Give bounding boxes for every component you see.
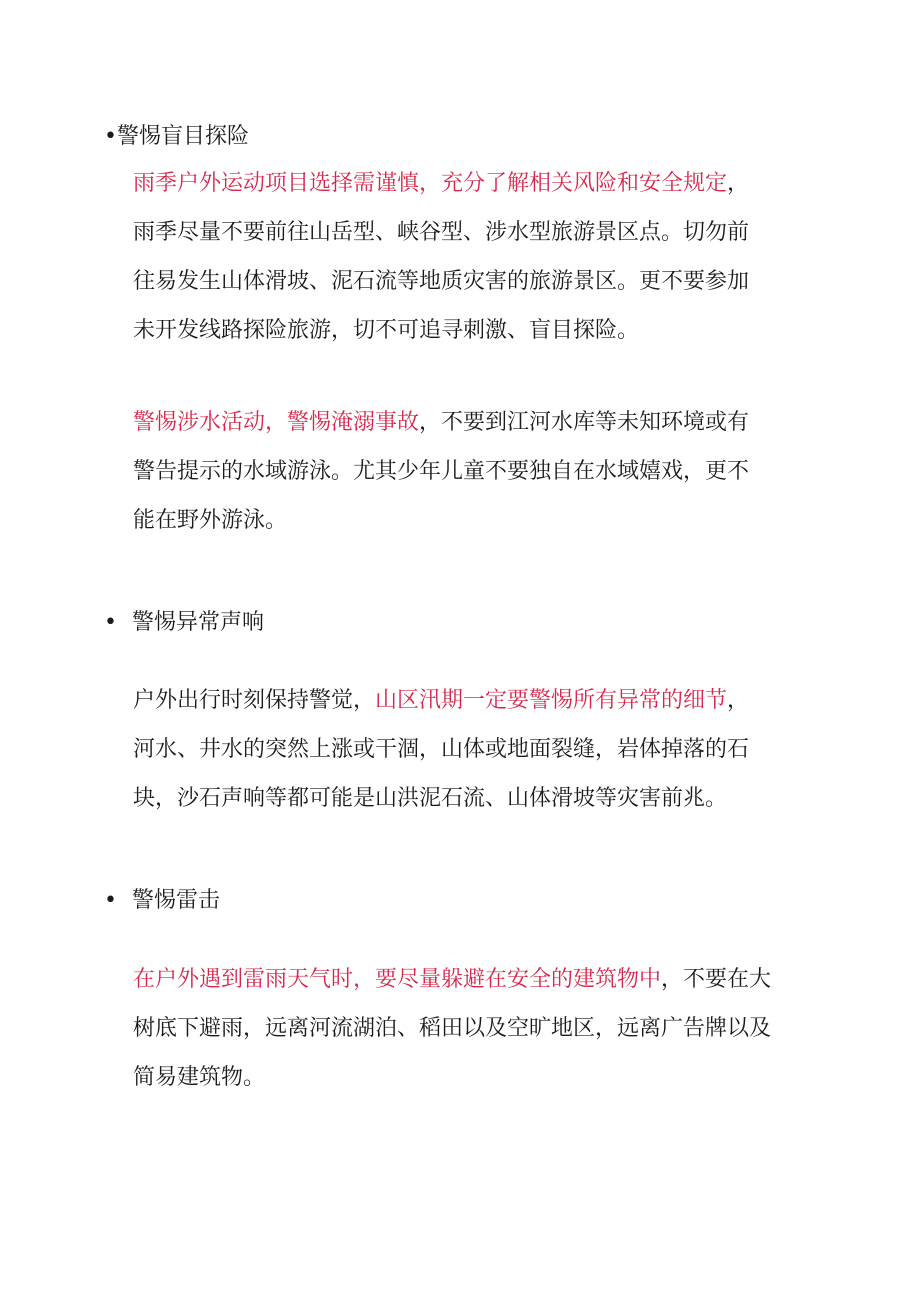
body-text: 块，沙石声响等都可能是山洪泥石流、山体滑坡等灾害前兆。 xyxy=(133,786,728,811)
body-text: 往易发生山体滑坡、泥石流等地质灾害的旅游景区。更不要参加 xyxy=(133,269,750,294)
paragraph-line xyxy=(133,447,793,496)
paragraph-line xyxy=(133,496,793,545)
paragraph-line xyxy=(133,1053,793,1102)
body-text: ， xyxy=(727,688,750,713)
body-text: ，不要在大 xyxy=(661,967,772,992)
paragraph-line xyxy=(133,257,793,306)
body-text: 未开发线路探险旅游，切不可追寻刺激、盲目探险。 xyxy=(133,318,640,343)
heading-text: 警惕雷击 xyxy=(132,888,221,913)
paragraph-line xyxy=(133,725,793,774)
body-text: 能在野外游泳。 xyxy=(133,508,288,533)
paragraph-line xyxy=(133,1004,793,1053)
paragraph-line xyxy=(133,774,793,823)
paragraph-abnormal-sounds xyxy=(133,676,793,823)
body-text: 河水、井水的突然上涨或干涸，山体或地面裂缝，岩体掉落的石 xyxy=(133,737,750,762)
bullet-icon: • xyxy=(104,124,117,149)
highlight-text: 警惕涉水活动，警惕淹溺事故 xyxy=(133,410,420,435)
paragraph-line xyxy=(133,306,793,355)
section-heading-lightning xyxy=(104,886,220,916)
paragraph-line xyxy=(133,955,793,1004)
paragraph-line xyxy=(133,159,793,208)
body-text: 雨季尽量不要前往山岳型、峡谷型、涉水型旅游景区点。切勿前 xyxy=(133,220,750,245)
bullet-icon: • xyxy=(104,888,117,913)
paragraph-line xyxy=(133,208,793,257)
highlight-text: 雨季户外运动项目选择需谨慎，充分了解相关风险和安全规定 xyxy=(133,171,728,196)
body-text: ， xyxy=(727,171,750,196)
paragraph-lightning xyxy=(133,955,793,1102)
paragraph-line xyxy=(133,676,793,725)
body-text: 警告提示的水域游泳。尤其少年儿童不要独自在水域嬉戏，更不 xyxy=(133,459,750,484)
body-text: 树底下避雨，远离河流湖泊、稻田以及空旷地区，远离广告牌以及 xyxy=(133,1016,772,1041)
section-heading-abnormal-sounds xyxy=(104,608,264,638)
paragraph-water-activities xyxy=(133,398,793,545)
paragraph-line xyxy=(133,398,793,447)
bullet-icon: • xyxy=(104,610,117,635)
heading-text: 警惕异常声响 xyxy=(132,610,265,635)
heading-text: 警惕盲目探险 xyxy=(116,124,249,149)
body-text: ，不要到江河水库等未知环境或有 xyxy=(419,410,750,435)
highlight-text: 在户外遇到雷雨天气时，要尽量躲避在安全的建筑物中 xyxy=(133,967,662,992)
section-heading-blind-exploration xyxy=(104,122,249,152)
highlight-text: 山区汛期一定要警惕所有异常的细节 xyxy=(375,688,728,713)
paragraph-blind-exploration xyxy=(133,159,793,355)
body-text: 户外出行时刻保持警觉， xyxy=(133,688,376,713)
body-text: 简易建筑物。 xyxy=(133,1065,266,1090)
